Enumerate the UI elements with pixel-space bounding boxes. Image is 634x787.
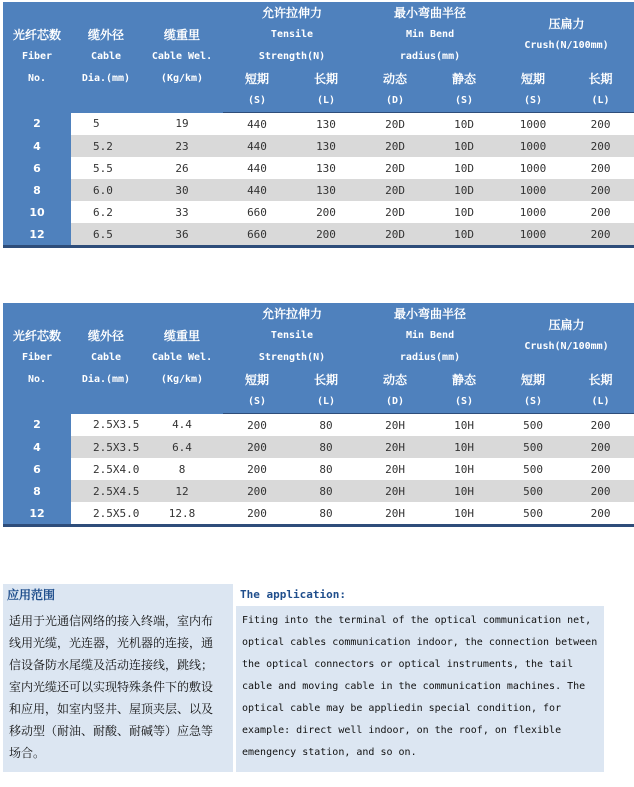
application-line-cn: 室内光缆还可以实现特殊条件下的敷设 — [9, 680, 214, 694]
application-line-cn: 移动型（耐油、耐酸、耐碱等）应急等 — [9, 724, 214, 738]
bend-dynamic-header: 动态 (D) — [361, 68, 429, 113]
table-row — [3, 223, 634, 247]
table-cell: 10D — [429, 113, 499, 136]
spec-table-1 — [3, 2, 634, 248]
table-cell: 80 — [291, 502, 361, 526]
table-row — [3, 135, 634, 157]
cable-weight-header: 缆重里 Cable Wel. (Kg/km) — [141, 2, 223, 113]
table-cell: 200 — [567, 157, 634, 179]
table-cell: 200 — [567, 135, 634, 157]
application-line-cn: 信设备防水尾缆及活动连接线，跳线； — [9, 658, 214, 672]
fiber-count-cell: 6 — [3, 157, 71, 179]
table-cell: 20H — [361, 414, 429, 437]
table-cell: 20D — [361, 113, 429, 136]
table-cell: 12.8 — [141, 502, 223, 526]
table-cell: 80 — [291, 436, 361, 458]
table-cell: 660 — [223, 201, 291, 223]
crush-long-header: 长期 (L) — [567, 68, 634, 113]
crush-header: 压扁力 Crush(N/100mm) — [499, 303, 634, 369]
table-cell: 20H — [361, 502, 429, 526]
table-cell: 200 — [567, 502, 634, 526]
table-cell: 10D — [429, 201, 499, 223]
table-cell: 200 — [291, 201, 361, 223]
application-line-en: cable and moving cable in the communication machines. The — [242, 681, 586, 692]
table-cell: 10D — [429, 179, 499, 201]
table-cell: 500 — [499, 414, 567, 437]
bend-en-1: Min Bend — [361, 24, 499, 46]
fiber-count-cell: 6 — [3, 458, 71, 480]
table-cell: 200 — [223, 480, 291, 502]
table-cell: 5 — [71, 113, 141, 136]
table-cell: 2.5X4.0 — [71, 458, 141, 480]
tensile-en-2: Strength(N) — [223, 347, 361, 369]
table-cell: 200 — [567, 223, 634, 247]
table-cell: 440 — [223, 179, 291, 201]
table-cell: 130 — [291, 179, 361, 201]
table-cell: 1000 — [499, 179, 567, 201]
spec-table-2-body — [3, 414, 634, 526]
cable-dia-header: 缆外径 Cable Dia.(mm) — [71, 303, 141, 414]
fiber-header: 光纤芯数 Fiber No. — [3, 303, 71, 414]
bend-static-header: 静态 (S) — [429, 68, 499, 113]
cable-dia-header: 缆外径 Cable Dia.(mm) — [71, 2, 141, 113]
bend-static-header: 静态 (S) — [429, 369, 499, 414]
table-row — [3, 502, 634, 526]
table-row — [3, 179, 634, 201]
table-cell: 6.5 — [71, 223, 141, 247]
table-cell: 1000 — [499, 135, 567, 157]
cable-weight-header: 缆重里 Cable Wel. (Kg/km) — [141, 303, 223, 414]
table-row — [3, 113, 634, 136]
table-cell: 10D — [429, 157, 499, 179]
fiber-count-cell: 12 — [3, 223, 71, 247]
bend-en-2: radius(mm) — [361, 46, 499, 68]
table-cell: 200 — [567, 414, 634, 437]
table-cell: 10H — [429, 480, 499, 502]
table-cell: 500 — [499, 480, 567, 502]
table-cell: 20D — [361, 179, 429, 201]
table-cell: 500 — [499, 502, 567, 526]
table-cell: 80 — [291, 458, 361, 480]
application-line-en: the optical connectors or optical instruments, the tail — [242, 659, 574, 670]
table-cell: 440 — [223, 157, 291, 179]
table-row — [3, 436, 634, 458]
table-cell: 2.5X4.5 — [71, 480, 141, 502]
table-cell: 130 — [291, 113, 361, 136]
table-cell: 12 — [141, 480, 223, 502]
table-cell: 2.5X5.0 — [71, 502, 141, 526]
table-cell: 26 — [141, 157, 223, 179]
tensile-en-1: Tensile — [223, 24, 361, 46]
application-text-en — [236, 606, 604, 772]
table-cell: 6.2 — [71, 201, 141, 223]
table-row — [3, 480, 634, 502]
bend-header: 最小弯曲半径 — [361, 2, 499, 24]
table-cell: 19 — [141, 113, 223, 136]
table-cell: 200 — [567, 480, 634, 502]
application-text-cn — [3, 606, 233, 772]
table-cell: 20D — [361, 223, 429, 247]
fiber-count-cell: 2 — [3, 113, 71, 136]
table-cell: 200 — [567, 179, 634, 201]
table-cell: 20D — [361, 157, 429, 179]
table-cell: 200 — [567, 201, 634, 223]
fiber-count-cell: 8 — [3, 480, 71, 502]
tensile-en-1: Tensile — [223, 325, 361, 347]
table-cell: 200 — [223, 458, 291, 480]
table-cell: 200 — [223, 414, 291, 437]
table-cell: 10H — [429, 502, 499, 526]
application-line-cn: 线用光缆，光连器，光机器的连接，通 — [9, 636, 214, 650]
table-cell: 6.4 — [141, 436, 223, 458]
fiber-count-cell: 2 — [3, 414, 71, 437]
crush-long-header: 长期 (L) — [567, 369, 634, 414]
table-cell: 130 — [291, 157, 361, 179]
table-cell: 20H — [361, 480, 429, 502]
table-row — [3, 157, 634, 179]
table-cell: 2.5X3.5 — [71, 436, 141, 458]
table-cell: 33 — [141, 201, 223, 223]
bend-en-2: radius(mm) — [361, 347, 499, 369]
application-line-en: example: direct well indoor, on the roof, on flexible — [242, 725, 562, 736]
table-cell: 5.5 — [71, 157, 141, 179]
table-cell: 10D — [429, 135, 499, 157]
application-line-cn: 和应用，如室内竖井、屋顶夹层、以及 — [9, 702, 214, 716]
table-cell: 130 — [291, 135, 361, 157]
table-cell: 440 — [223, 113, 291, 136]
application-section — [3, 584, 604, 772]
table-cell: 1000 — [499, 113, 567, 136]
bend-dynamic-header: 动态 (D) — [361, 369, 429, 414]
table-cell: 1000 — [499, 157, 567, 179]
table-cell: 80 — [291, 414, 361, 437]
spec-table-1-body — [3, 113, 634, 247]
fiber-count-cell: 10 — [3, 201, 71, 223]
crush-short-header: 短期 (S) — [499, 68, 567, 113]
tensile-short-header: 短期 (S) — [223, 68, 291, 113]
tensile-en-2: Strength(N) — [223, 46, 361, 68]
table-cell: 500 — [499, 458, 567, 480]
crush-short-header: 短期 (S) — [499, 369, 567, 414]
table-row — [3, 201, 634, 223]
table-cell: 500 — [499, 436, 567, 458]
table-cell: 200 — [567, 458, 634, 480]
table-cell: 6.0 — [71, 179, 141, 201]
table-cell: 10D — [429, 223, 499, 247]
table-cell: 10H — [429, 414, 499, 437]
fiber-count-cell: 4 — [3, 135, 71, 157]
table-cell: 200 — [223, 436, 291, 458]
fiber-count-cell: 8 — [3, 179, 71, 201]
spec-table-2 — [3, 303, 634, 527]
table-cell: 80 — [291, 480, 361, 502]
table-cell: 20H — [361, 436, 429, 458]
tensile-short-header: 短期 (S) — [223, 369, 291, 414]
table-cell: 8 — [141, 458, 223, 480]
application-title-cn: 应用范围 — [3, 584, 233, 606]
table-cell: 30 — [141, 179, 223, 201]
table-cell: 2.5X3.5 — [71, 414, 141, 437]
crush-header: 压扁力 Crush(N/100mm) — [499, 2, 634, 68]
table-cell: 200 — [291, 223, 361, 247]
tensile-header: 允许拉伸力 — [223, 2, 361, 24]
bend-en-1: Min Bend — [361, 325, 499, 347]
tensile-header: 允许拉伸力 — [223, 303, 361, 325]
application-line-cn: 场合。 — [9, 746, 46, 760]
table-cell: 10H — [429, 436, 499, 458]
table-cell: 1000 — [499, 223, 567, 247]
table-cell: 20D — [361, 135, 429, 157]
tensile-long-header: 长期 (L) — [291, 369, 361, 414]
table-cell: 23 — [141, 135, 223, 157]
fiber-header: 光纤芯数 Fiber No. — [3, 2, 71, 113]
application-line-en: Fiting into the terminal of the optical communication net, — [242, 615, 592, 626]
fiber-count-cell: 12 — [3, 502, 71, 526]
table-cell: 4.4 — [141, 414, 223, 437]
bend-header: 最小弯曲半径 — [361, 303, 499, 325]
table-cell: 20D — [361, 201, 429, 223]
fiber-count-cell: 4 — [3, 436, 71, 458]
table-cell: 10H — [429, 458, 499, 480]
table-row — [3, 458, 634, 480]
table-cell: 36 — [141, 223, 223, 247]
table-cell: 200 — [223, 502, 291, 526]
application-line-en: optical cables communication indoor, the connection between — [242, 637, 598, 648]
table-cell: 660 — [223, 223, 291, 247]
application-line-en: emengency station, and so on. — [242, 747, 417, 758]
application-title-en: The application: — [236, 584, 604, 606]
table-cell: 200 — [567, 436, 634, 458]
tensile-long-header: 长期 (L) — [291, 68, 361, 113]
table-cell: 20H — [361, 458, 429, 480]
table-cell: 5.2 — [71, 135, 141, 157]
application-line-cn: 适用于光通信网络的接入终端，室内布 — [9, 614, 214, 628]
table-cell: 200 — [567, 113, 634, 136]
table-cell: 440 — [223, 135, 291, 157]
table-cell: 1000 — [499, 201, 567, 223]
application-line-en: optical cable may be appliedin special condition, for — [242, 703, 562, 714]
table-row — [3, 414, 634, 437]
